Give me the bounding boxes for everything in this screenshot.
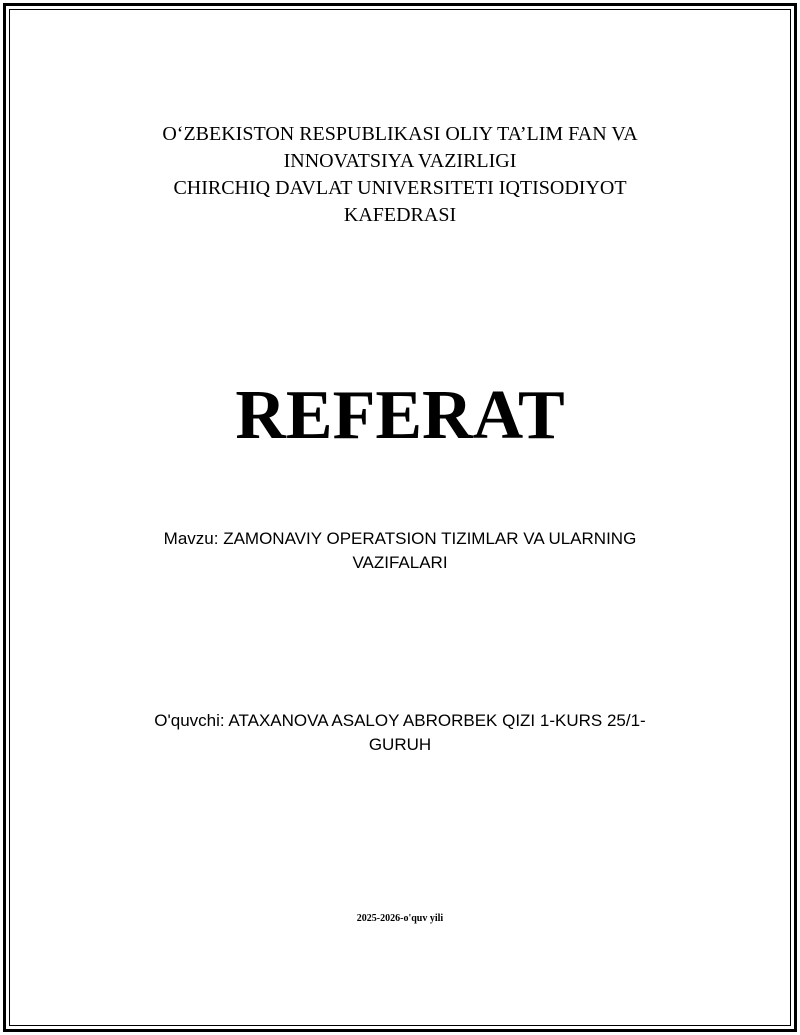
header-line: INNOVATSIYA VAZIRLIGI [283, 150, 517, 172]
student-line: GURUH [368, 735, 432, 754]
student-line: O'quvchi: ATAXANOVA ASALOY ABRORBEK QIZI 1-KURS 25/1- [154, 711, 646, 730]
topic-line: VAZIFALARI [352, 553, 448, 572]
header-line: O‘ZBEKISTON RESPUBLIKASI OLIY TA’LIM FAN VA [162, 123, 638, 145]
academic-year: 2025-2026-o'quv yili [356, 913, 444, 924]
student-block [0, 709, 800, 757]
header-line: KAFEDRASI [343, 204, 457, 226]
document-title: REFERAT [235, 377, 565, 454]
ministry-header [0, 121, 800, 229]
header-line: CHIRCHIQ DAVLAT UNIVERSITETI IQTISODIYOT [173, 177, 627, 199]
topic-line: Mavzu: ZAMONAVIY OPERATSION TIZIMLAR VA ULARNING [163, 529, 637, 548]
topic-block [0, 527, 800, 575]
